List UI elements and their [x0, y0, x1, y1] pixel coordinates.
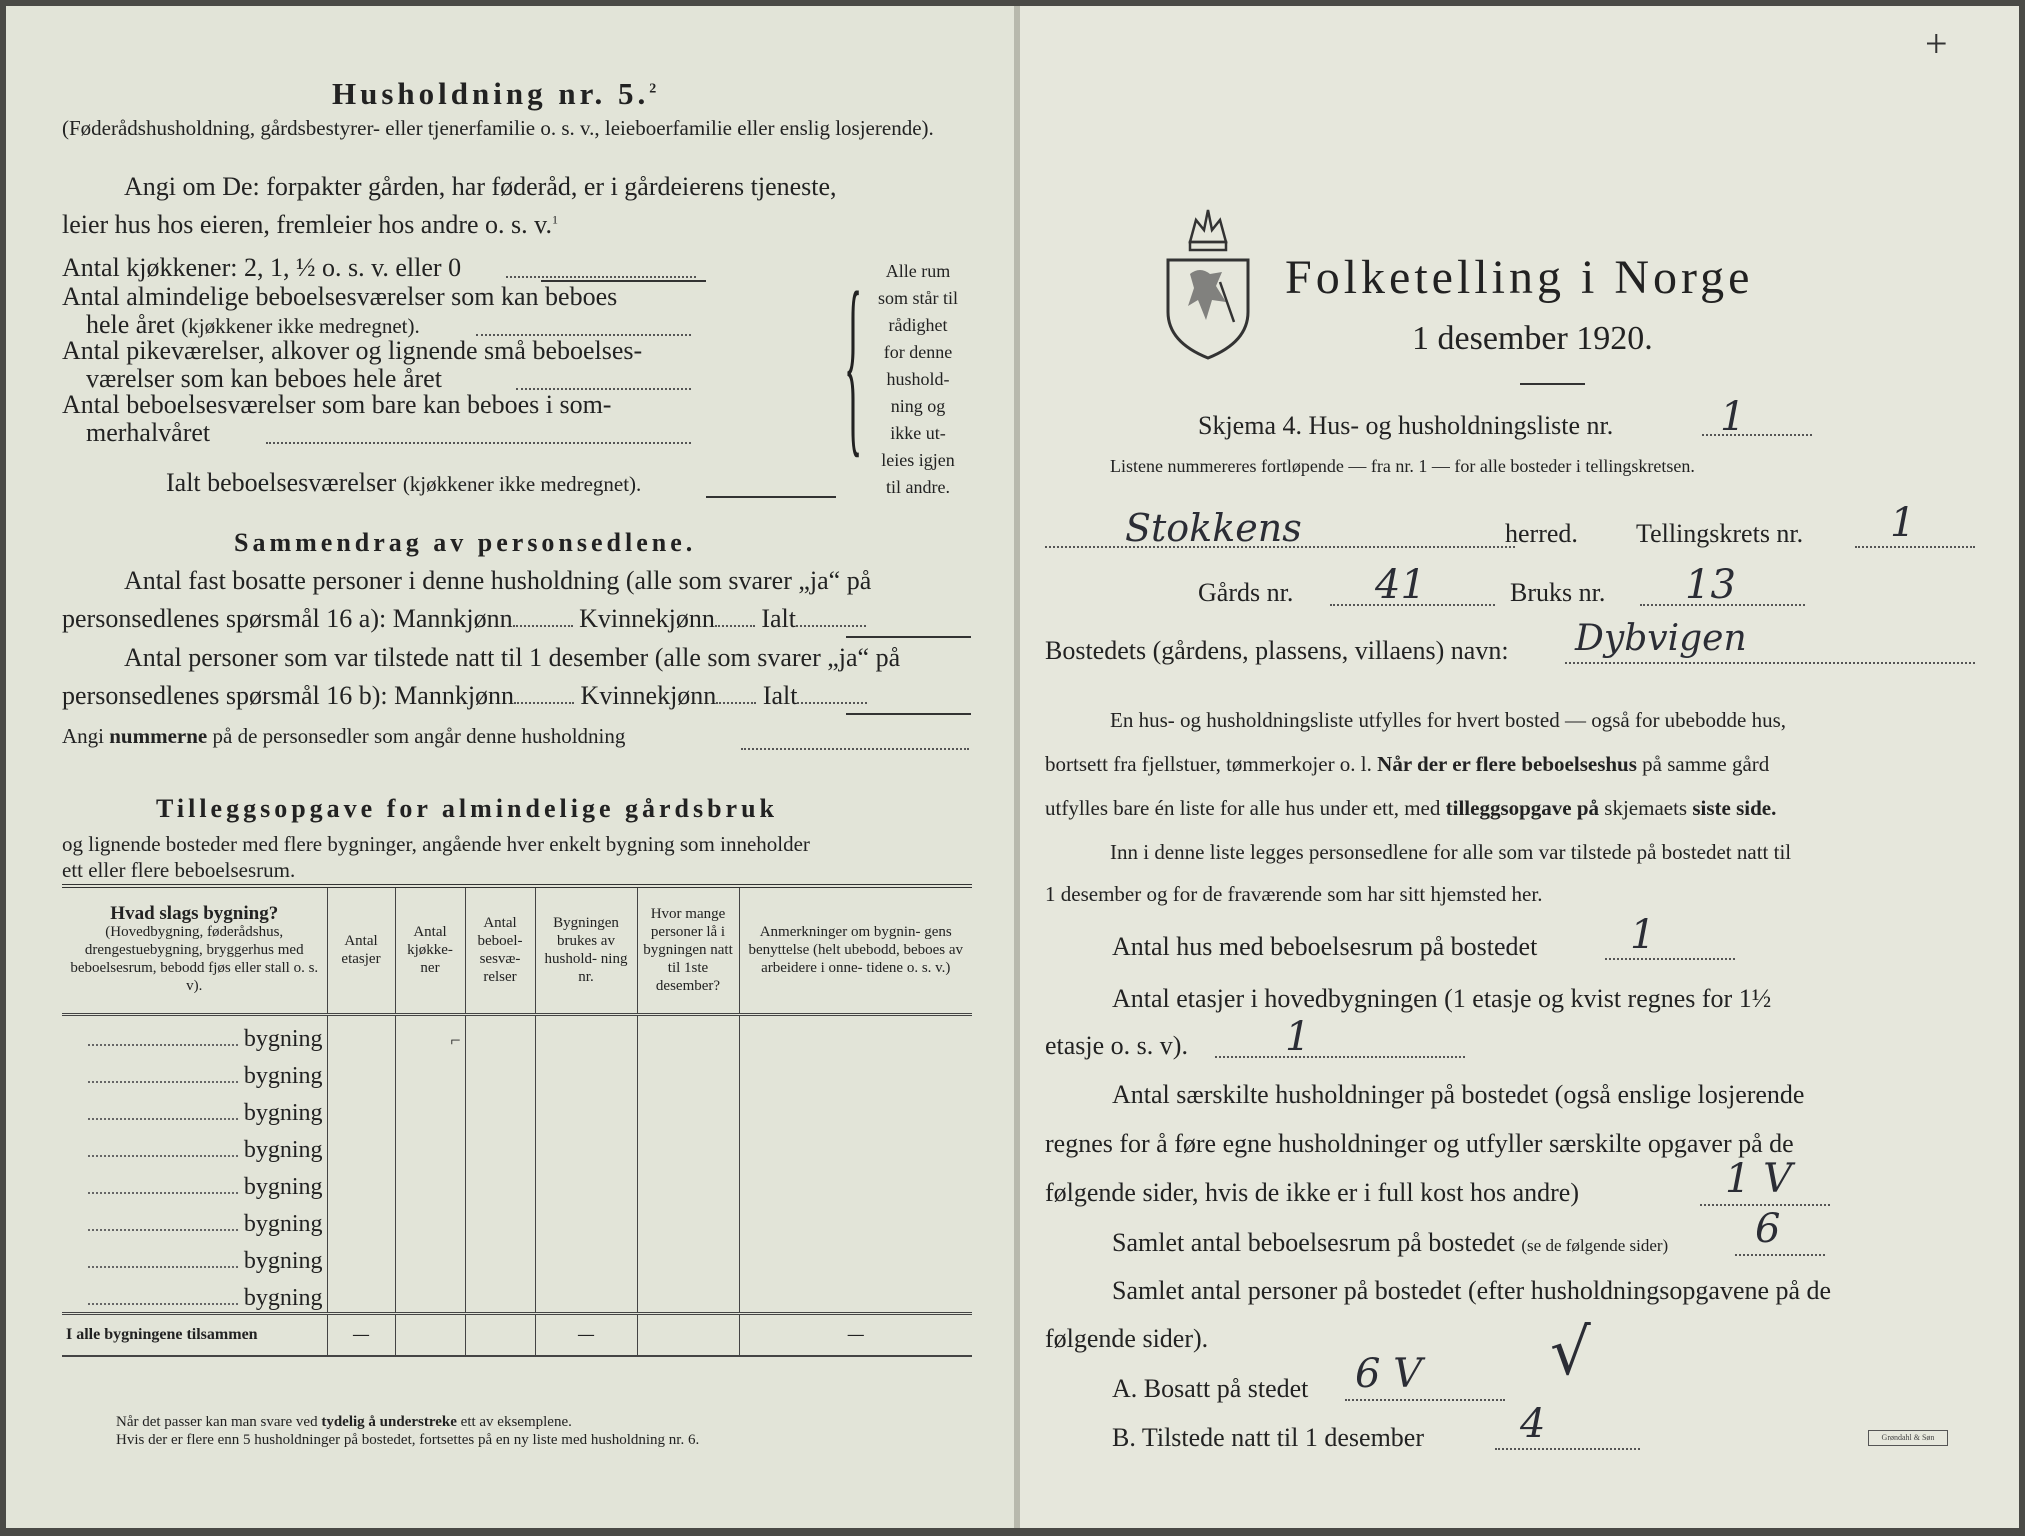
q2-value: 1 — [1285, 1014, 1311, 1060]
numbers-line: Angi nummerne på de personsedler som angår denne husholdning — [62, 724, 626, 748]
question-3c: følgende sider, hvis de ikke er i full kost hos andre) — [1045, 1178, 1579, 1207]
herred-label: herred. — [1505, 519, 1578, 548]
numbering-note: Listene nummereres fortløpende — fra nr. 1 — for alle bosteder i tellingskretsen. — [1110, 456, 1695, 476]
q1-value: 1 — [1630, 912, 1656, 958]
household-subtitle: (Føderådshusholdning, gårdsbestyrer- eller tjenerfamilie o. s. v., leieboerfamilie eller enslig losjerende). — [62, 116, 934, 140]
col-building-type: Hvad slags bygning? (Hovedbygning, føderådshus, drengestuebygning, bryggerhus med beboelsesrum, bebodd fjøs eller stall o. s. v). — [62, 886, 327, 1014]
q4-line — [1735, 1254, 1825, 1256]
rooms-total: Ialt beboelsesværelser (kjøkkener ikke medregnet). — [166, 468, 642, 497]
side-note: Alle rum som står til rådighet for denne hushold- ning og ikke ut- leies igjen til andre. — [878, 261, 958, 497]
summary-2-rule — [846, 713, 971, 715]
col-remarks: Anmerkninger om bygnin- gens benyttelse (helt ubebodd, beboes av arbeidere i onne- tidene o. s. v.) — [739, 886, 972, 1014]
q3-value: 1 V — [1725, 1156, 1793, 1202]
schema-line — [1702, 434, 1812, 436]
table-row: bygning — [62, 1090, 972, 1127]
herred-value: Stokkens — [1125, 506, 1302, 550]
summary-2b: personsedlenes spørsmål 16 b): Mannkjønn Kvinnekjønn Ialt — [62, 681, 867, 711]
schema-value: 1 — [1720, 394, 1746, 440]
q2-line — [1215, 1056, 1465, 1058]
summary-2a: Antal personer som var tilstede natt til 1 desember (alle som svarer „ja“ på — [124, 643, 901, 672]
qa-value: 6 V — [1355, 1351, 1423, 1397]
rooms-2a: Antal pikeværelser, alkover og lignende små beboelses- — [62, 336, 643, 365]
printer-stamp: Grøndahl & Søn — [1868, 1430, 1948, 1446]
qa-line — [1345, 1399, 1505, 1401]
title-rule — [1520, 383, 1585, 385]
instruction-2: bortsett fra fjellstuer, tømmerkojer o. l. Når der er flere beboelseshus på samme gård — [1045, 752, 1770, 776]
brace: { — [844, 255, 863, 478]
col-floors: Antal etasjer — [327, 886, 395, 1014]
bosted-line — [1565, 662, 1975, 664]
numbers-fill — [741, 748, 969, 750]
table-row: bygning — [62, 1201, 972, 1238]
bosted-label: Bostedets (gårdens, plassens, villaens) navn: — [1045, 636, 1509, 665]
instruction-3: utfylles bare én liste for alle hus under ett, med tilleggsopgave på skjemaets siste side. — [1045, 796, 1777, 820]
rooms-3b: merhalvåret — [86, 418, 211, 447]
extra-2: ett eller flere beboelsesrum. — [62, 858, 296, 882]
corner-mark: + — [1925, 21, 1948, 66]
right-page — [1020, 6, 2019, 1528]
question-a: A. Bosatt på stedet — [1112, 1374, 1309, 1403]
kitchens-line — [506, 276, 696, 278]
qa-check-mark: √ — [1550, 1316, 1591, 1390]
schema-label: Skjema 4. Hus- og husholdningsliste nr. — [1198, 411, 1614, 440]
instruction-1: En hus- og husholdningsliste utfylles for hvert bosted — også for ubebodde hus, — [1110, 708, 1786, 732]
norway-coat-of-arms-icon — [1160, 202, 1256, 362]
qb-value: 4 — [1520, 1401, 1546, 1447]
footnote-2: Hvis der er flere enn 5 husholdninger på bostedet, fortsettes på en ny liste med husholdning nr. 6. — [116, 1432, 700, 1448]
question-2a: Antal etasjer i hovedbygningen (1 etasje og kvist regnes for 1½ — [1112, 984, 1772, 1013]
question-4: Samlet antal beboelsesrum på bostedet (se de følgende sider) — [1112, 1228, 1669, 1257]
col-rooms: Antal beboel- sesvæ- relser — [465, 886, 535, 1014]
intro-line-2: leier hus hos eieren, fremleier hos andre o. s. v.$^1$ — [62, 210, 558, 239]
question-3a: Antal særskilte husholdninger på bostedet (også enslige losjerende — [1112, 1080, 1805, 1109]
summary-1a: Antal fast bosatte personer i denne husholdning (alle som svarer „ja“ på — [124, 566, 872, 595]
household-title: Husholdning nr. 5.$^2$ — [332, 76, 661, 111]
col-persons: Hvor mange personer lå i bygningen natt til 1ste desember? — [637, 886, 739, 1014]
main-title: Folketelling i Norge — [1285, 251, 1754, 304]
extra-1: og lignende bosteder med flere bygninger, angående hver enkelt bygning som inneholder — [62, 832, 810, 856]
question-1: Antal hus med beboelsesrum på bostedet — [1112, 932, 1538, 961]
krets-value: 1 — [1890, 500, 1916, 546]
question-5b: følgende sider). — [1045, 1324, 1209, 1353]
footnote-1: Når det passer kan man svare ved tydelig å understreke ett av eksemplene. — [116, 1414, 572, 1430]
q1-line — [1605, 958, 1735, 960]
bosted-value: Dybvigen — [1575, 618, 1747, 659]
rooms-1b: hele året (kjøkkener ikke medregnet). — [86, 310, 420, 339]
rooms-total-line — [706, 496, 836, 498]
building-table — [62, 884, 972, 1357]
rooms-3-line — [266, 442, 691, 444]
table-row: bygning — [62, 1053, 972, 1090]
table-row: bygning — [62, 1127, 972, 1164]
rooms-3a: Antal beboelsesværelser som bare kan beboes i som- — [62, 390, 612, 419]
summary-title: Sammendrag av personsedlene. — [234, 528, 697, 557]
summary-1b: personsedlenes spørsmål 16 a): Mannkjønn Kvinnekjønn Ialt — [62, 604, 866, 634]
bruks-value: 13 — [1685, 562, 1736, 608]
kitchens-label: Antal kjøkkener: 2, 1, ½ o. s. v. eller 0 — [62, 253, 462, 282]
col-kitchens: Antal kjøkke- ner — [395, 886, 465, 1014]
table-row: bygning — [62, 1164, 972, 1201]
col-household: Bygningen brukes av hushold- ning nr. — [535, 886, 637, 1014]
table-row: bygning — [62, 1275, 972, 1314]
extra-title: Tilleggsopgave for almindelige gårdsbruk — [156, 794, 779, 823]
intro-line-1: Angi om De: forpakter gården, har føderåd, er i gårdeierens tjeneste, — [124, 172, 837, 201]
question-b: B. Tilstede natt til 1 desember — [1112, 1423, 1424, 1452]
question-3b: regnes for å føre egne husholdninger og utfyller særskilte opgaver på de — [1045, 1129, 1794, 1158]
question-5a: Samlet antal personer på bostedet (efter husholdningsopgavene på de — [1112, 1276, 1832, 1305]
q4-value: 6 — [1755, 1206, 1781, 1252]
table-total-row: I alle bygningene tilsammen — — — — [62, 1313, 972, 1356]
gards-value: 41 — [1375, 562, 1426, 608]
qb-line — [1495, 1448, 1640, 1450]
question-2b: etasje o. s. v). — [1045, 1031, 1188, 1060]
krets-label: Tellingskrets nr. — [1636, 519, 1804, 548]
instruction-5: 1 desember og for de fraværende som har sitt hjemsted her. — [1045, 882, 1543, 906]
rooms-1a: Antal almindelige beboelsesværelser som kan beboes — [62, 282, 618, 311]
krets-line — [1855, 546, 1975, 548]
bruks-label: Bruks nr. — [1510, 578, 1606, 607]
table-row: bygning — [62, 1238, 972, 1275]
census-date: 1 desember 1920. — [1412, 320, 1653, 357]
rooms-2b: værelser som kan beboes hele året — [86, 364, 442, 393]
table-row: bygning ⌐ — [62, 1014, 972, 1053]
left-page — [6, 6, 1014, 1528]
summary-1-rule — [846, 636, 971, 638]
instruction-4: Inn i denne liste legges personsedlene for alle som var tilstede på bostedet natt til — [1110, 840, 1792, 864]
gards-label: Gårds nr. — [1198, 578, 1294, 607]
